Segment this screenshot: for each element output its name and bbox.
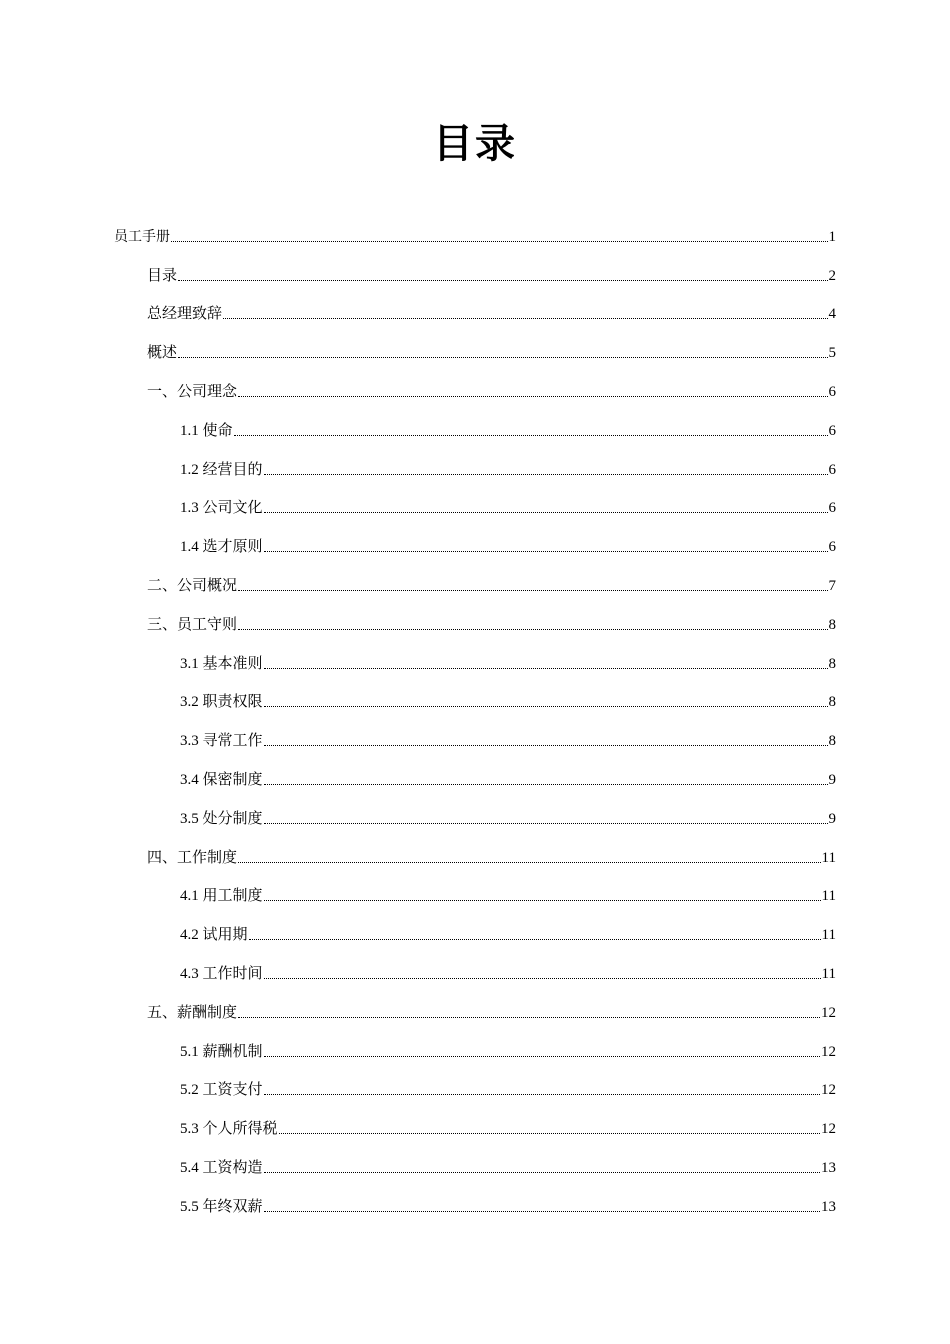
toc-dot-leader <box>238 862 821 863</box>
toc-entry-title: 五、薪酬制度 <box>147 1004 238 1021</box>
toc-dot-leader <box>264 1094 820 1095</box>
toc-entry-page-number: 13 <box>821 1198 836 1215</box>
toc-entry-page-number: 6 <box>828 461 836 478</box>
toc-entry[interactable] <box>0 368 950 407</box>
toc-dot-leader <box>238 1017 820 1018</box>
toc-entry-page-number: 12 <box>821 1121 836 1138</box>
toc-dot-leader <box>171 241 828 242</box>
toc-entry[interactable] <box>0 1183 950 1222</box>
toc-entry-title: 概述 <box>147 345 178 362</box>
toc-entry-title: 3.5 处分制度 <box>180 810 263 827</box>
toc-entry-title: 3.3 寻常工作 <box>180 733 263 750</box>
toc-dot-leader <box>264 668 828 669</box>
toc-entry-title: 4.1 用工制度 <box>180 888 263 905</box>
toc-entry-page-number: 12 <box>821 1082 836 1099</box>
toc-entry-title: 4.2 试用期 <box>180 927 248 944</box>
toc-entry-title: 5.1 薪酬机制 <box>180 1043 263 1060</box>
toc-dot-leader <box>264 978 821 979</box>
toc-entry[interactable] <box>0 1144 950 1183</box>
toc-entry[interactable] <box>0 562 950 601</box>
toc-dot-leader <box>238 590 827 591</box>
toc-dot-leader <box>238 629 827 630</box>
table-of-contents <box>0 213 950 1222</box>
toc-entry[interactable] <box>0 717 950 756</box>
toc-dot-leader <box>264 784 828 785</box>
toc-entry-page-number: 12 <box>821 1043 836 1060</box>
toc-dot-leader <box>249 939 821 940</box>
toc-dot-leader <box>264 745 828 746</box>
toc-entry[interactable] <box>0 989 950 1028</box>
toc-entry-page-number: 1 <box>828 228 836 245</box>
toc-entry-page-number: 6 <box>828 539 836 556</box>
toc-dot-leader <box>264 512 828 513</box>
toc-entry[interactable] <box>0 1028 950 1067</box>
toc-entry[interactable] <box>0 329 950 368</box>
toc-entry-title: 三、员工守则 <box>147 616 238 633</box>
toc-entry[interactable] <box>0 911 950 950</box>
toc-entry-title: 5.2 工资支付 <box>180 1082 263 1099</box>
toc-dot-leader <box>264 823 828 824</box>
toc-entry[interactable] <box>0 950 950 989</box>
toc-entry-title: 5.5 年终双薪 <box>180 1198 263 1215</box>
toc-dot-leader <box>234 435 828 436</box>
toc-entry-page-number: 8 <box>828 733 836 750</box>
page-title: 目录 <box>433 121 517 167</box>
toc-entry-title: 1.3 公司文化 <box>180 500 263 517</box>
toc-entry-page-number: 9 <box>828 810 836 827</box>
toc-entry-page-number: 13 <box>821 1159 836 1176</box>
toc-entry-title: 3.2 职责权限 <box>180 694 263 711</box>
toc-dot-leader <box>264 1211 820 1212</box>
toc-entry-page-number: 6 <box>828 383 836 400</box>
toc-entry-page-number: 11 <box>821 849 836 866</box>
toc-entry-page-number: 7 <box>828 577 836 594</box>
toc-entry-page-number: 11 <box>821 888 836 905</box>
toc-dot-leader <box>178 357 827 358</box>
toc-entry-page-number: 11 <box>821 927 836 944</box>
toc-entry-page-number: 8 <box>828 616 836 633</box>
toc-entry[interactable] <box>0 1067 950 1106</box>
toc-entry[interactable] <box>0 485 950 524</box>
toc-entry-title: 目录 <box>147 267 178 284</box>
toc-entry[interactable] <box>0 640 950 679</box>
toc-entry-title: 5.3 个人所得税 <box>180 1121 278 1138</box>
toc-entry-title: 1.4 选才原则 <box>180 539 263 556</box>
toc-entry-page-number: 2 <box>828 267 836 284</box>
toc-dot-leader <box>264 551 828 552</box>
toc-dot-leader <box>178 280 827 281</box>
toc-entry-title: 3.4 保密制度 <box>180 771 263 788</box>
toc-dot-leader <box>238 396 827 397</box>
toc-entry-title: 一、公司理念 <box>147 383 238 400</box>
toc-entry-page-number: 6 <box>828 422 836 439</box>
toc-entry-page-number: 12 <box>821 1004 836 1021</box>
toc-entry-title: 员工手册 <box>114 228 170 245</box>
toc-entry-title: 4.3 工作时间 <box>180 965 263 982</box>
toc-entry-page-number: 4 <box>828 306 836 323</box>
toc-dot-leader <box>264 706 828 707</box>
toc-entry[interactable] <box>0 523 950 562</box>
toc-dot-leader <box>264 1172 820 1173</box>
toc-entry-title: 3.1 基本准则 <box>180 655 263 672</box>
toc-entry-page-number: 11 <box>821 965 836 982</box>
toc-entry[interactable] <box>0 213 950 252</box>
toc-dot-leader <box>279 1133 820 1134</box>
toc-entry[interactable] <box>0 1105 950 1144</box>
toc-entry-title: 1.1 使命 <box>180 422 233 439</box>
toc-entry-title: 5.4 工资构造 <box>180 1159 263 1176</box>
toc-entry-page-number: 5 <box>828 345 836 362</box>
toc-entry[interactable] <box>0 601 950 640</box>
toc-entry-title: 总经理致辞 <box>147 306 223 323</box>
toc-entry[interactable] <box>0 834 950 873</box>
toc-entry[interactable] <box>0 679 950 718</box>
toc-entry-page-number: 8 <box>828 694 836 711</box>
toc-entry[interactable] <box>0 407 950 446</box>
toc-entry[interactable] <box>0 873 950 912</box>
toc-entry-title: 1.2 经营目的 <box>180 461 263 478</box>
toc-entry-title: 二、公司概况 <box>147 577 238 594</box>
toc-dot-leader <box>264 900 821 901</box>
toc-dot-leader <box>264 1056 820 1057</box>
toc-entry[interactable] <box>0 291 950 330</box>
toc-entry[interactable] <box>0 795 950 834</box>
toc-entry[interactable] <box>0 252 950 291</box>
toc-dot-leader <box>223 318 827 319</box>
toc-dot-leader <box>264 474 828 475</box>
toc-entry-page-number: 8 <box>828 655 836 672</box>
toc-entry-page-number: 9 <box>828 771 836 788</box>
toc-entry-page-number: 6 <box>828 500 836 517</box>
toc-entry[interactable] <box>0 756 950 795</box>
toc-entry[interactable] <box>0 446 950 485</box>
toc-entry-title: 四、工作制度 <box>147 849 238 866</box>
